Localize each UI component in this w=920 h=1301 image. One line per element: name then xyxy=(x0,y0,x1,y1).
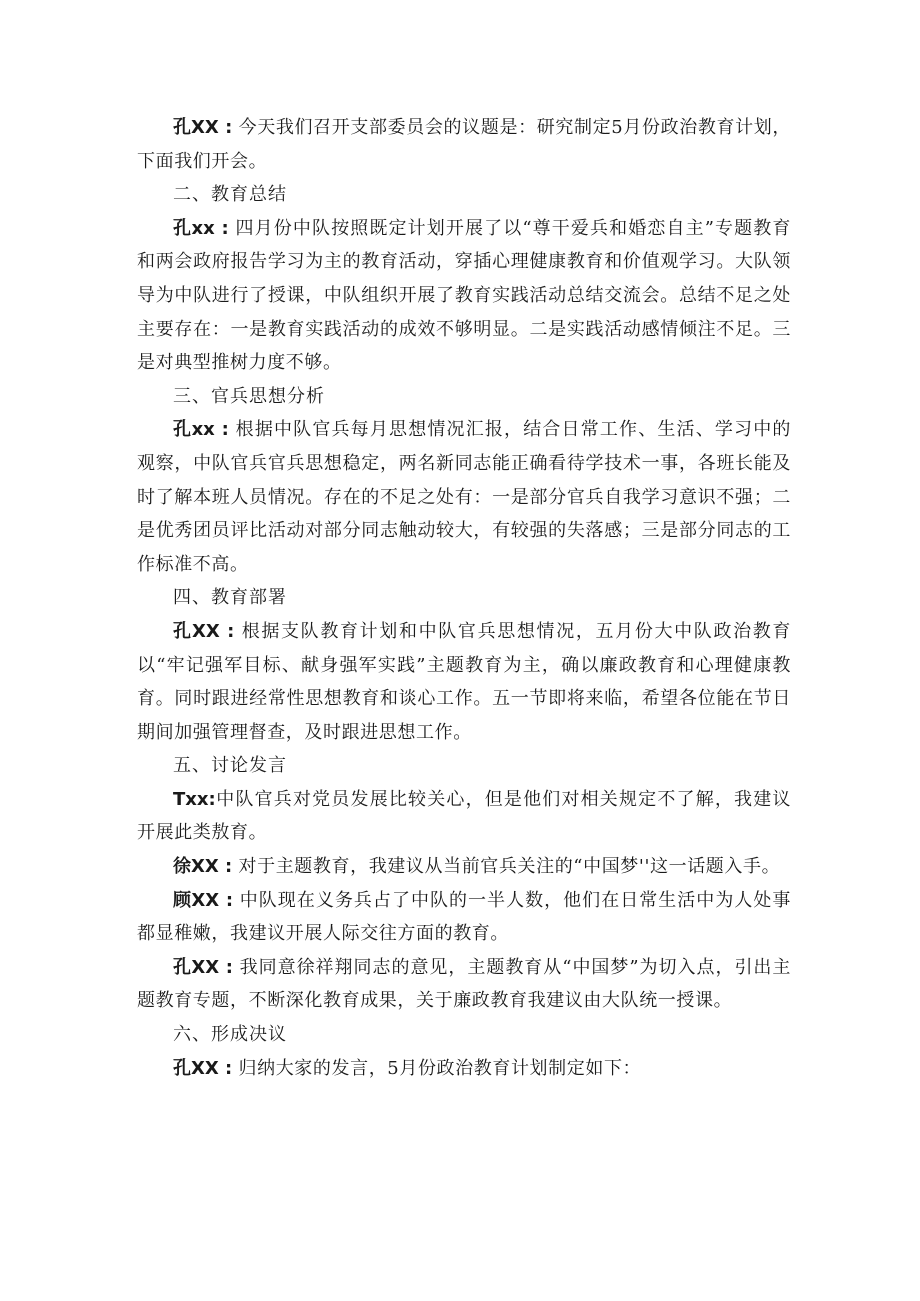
speaker-name: 孔XX xyxy=(173,117,219,138)
speaker-separator: : xyxy=(214,217,236,239)
speaker-name: 孔xx xyxy=(173,217,215,239)
speech-paragraph xyxy=(137,111,791,178)
speech-text: 根据中队官兵每月思想情况汇报，结合日常工作、生活、学习中的观察，中队官兵官兵思想稳定，两名新同志能正确看待学技术一事，各班长能及时了解本班人员情况。存在的不足之处有：一是部分官兵自我学习意识不强；二是优秀团员评比活动对部分同志触动较大，有较强的失落感；三是部分同志的工作标准不高。 xyxy=(137,419,791,575)
speech-text: 对于主题教育，我建议从当前官兵关注的“中国梦''这一话题入手。 xyxy=(238,856,781,878)
speech-text: 根据支队教育计划和中队官兵思想情况，五月份大中队政治教育以“牢记强军目标、献身强军实践”主题教育为主，确以廉政教育和心理健康教育。同时跟进经常性思想教育和谈心工作。五一节即将来临，希望各位能在节日期间加强管理督查，及时跟进思想工作。 xyxy=(137,620,792,743)
speaker-separator: : xyxy=(218,117,239,138)
speech-paragraph xyxy=(137,783,791,850)
speaker-separator: : xyxy=(208,788,216,810)
speech-text: 中队官兵对党员发展比较关心，但是他们对相关规定不了解，我建议开展此类敖育。 xyxy=(137,788,791,844)
document-body xyxy=(137,111,791,1085)
speaker-name: 顾XX xyxy=(173,889,220,911)
speech-paragraph xyxy=(137,615,791,749)
speech-paragraph xyxy=(137,850,791,884)
speech-paragraph xyxy=(137,884,791,951)
section-heading: 五、讨论发言 xyxy=(173,755,287,777)
speaker-name: Txx xyxy=(173,788,209,810)
speech-text: 中队现在义务兵占了中队的一半人数，他们在日常生活中为人处事都显稚嫩，我建议开展人际交往方面的教育。 xyxy=(137,889,791,945)
section-heading: 二、教育总结 xyxy=(173,184,287,206)
section-heading: 四、教育部署 xyxy=(173,587,287,609)
speech-text: 归纳大家的发言，5月份政治教育计划制定如下： xyxy=(238,1057,642,1079)
section-heading: 六、形成决议 xyxy=(173,1024,287,1046)
speaker-name: 孔xx xyxy=(173,419,215,441)
speaker-separator: : xyxy=(218,1057,239,1079)
speech-text: 四月份中队按照既定计划开展了以“尊干爱兵和婚恋自主”专题教育和两会政府报告学习为主的教育活动，穿插心理健康教育和价值观学习。大队领导为中队进行了授课，中队组织开展了教育实践活动总结交流会。总结不足之处主要存在：一是教育实践活动的成效不够明显。二是实践活动感情倾注不足。三是对典型推树力度不够。 xyxy=(137,217,791,374)
speaker-name: 孔XX xyxy=(173,620,220,642)
speaker-separator: : xyxy=(218,856,239,878)
speaker-separator: : xyxy=(219,956,240,978)
speech-paragraph xyxy=(137,951,791,1018)
section-heading: 三、官兵思想分析 xyxy=(173,385,325,407)
speech-text: 今天我们召开支部委员会的议题是：研究制定5月份政治教育计划，下面我们开会。 xyxy=(137,117,791,172)
speech-paragraph xyxy=(137,1052,791,1086)
speech-paragraph xyxy=(137,212,791,380)
speaker-name: 孔XX xyxy=(173,1057,219,1079)
speech-paragraph xyxy=(137,413,791,581)
speaker-separator: : xyxy=(219,620,242,642)
speech-text: 我同意徐祥翔同志的意见，主题教育从“中国梦”为切入点，引出主题教育专题，不断深化教育成果，关于廉政教育我建议由大队统一授课。 xyxy=(137,956,792,1012)
speaker-name: 徐XX xyxy=(173,856,219,878)
speaker-separator: : xyxy=(219,889,240,911)
speaker-separator: : xyxy=(214,419,236,441)
speaker-name: 孔XX xyxy=(173,956,220,978)
